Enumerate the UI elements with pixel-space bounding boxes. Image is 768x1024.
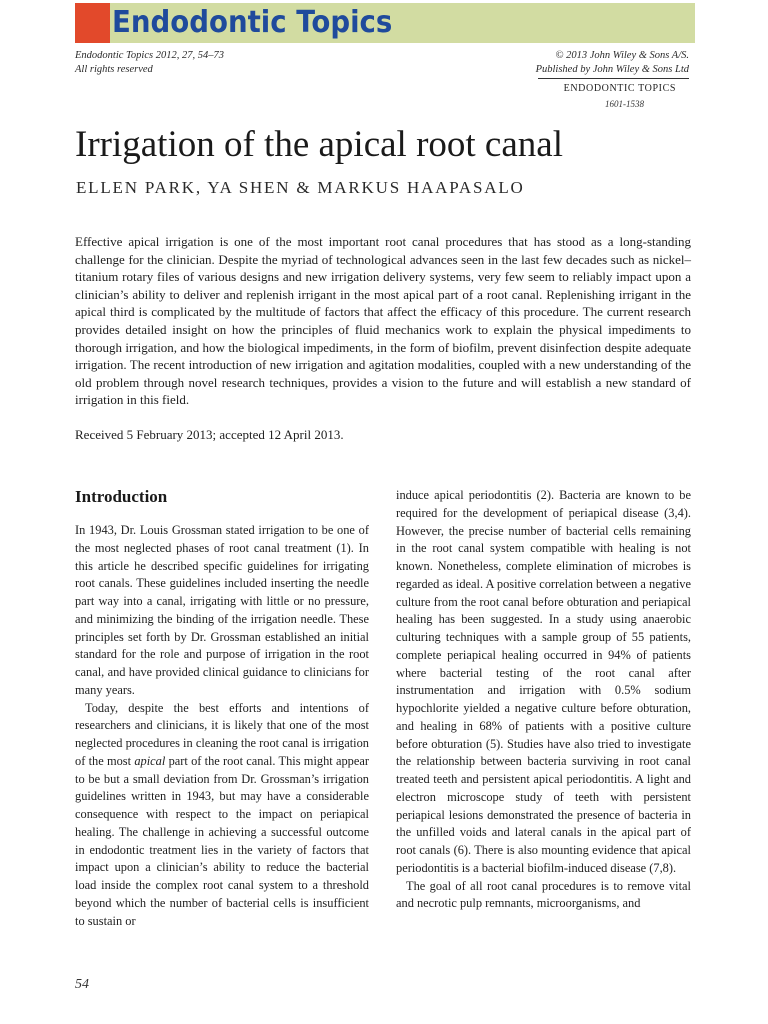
copyright-info (536, 49, 689, 77)
rights-line: All rights reserved (75, 64, 153, 75)
paragraph: The goal of all root canal procedures is to remove vital and necrotic pulp remnants, microorganisms, and (396, 878, 691, 911)
paragraph: induce apical periodontitis (2). Bacteria are known to be required for the development of periapical disease (3,4). However, the precise number of bacterial cells remaining in the root canal system compatible with healing is not known. Nonetheless, complete elimination of microbes is regarded as ideal. A positive correlation between a negative culture from the root canal before obturation and periapical healing has been suggested. In a study using anaerobic culturing techniques with a sample group of 55 patients, complete periapical healing occurred in 94% of patients where bacterial testing of the root canal after instrumentation and irrigation with 0.5% sodium hypochlorite yielded a negative culture before obturation, and healing in 68% of patients with a positive culture before obturation (5). Studies have also tried to investigate the relationship between bacteria surviving in root canal treated teeth and persistent apical periodontitis. A light and electron microscope study of teeth with persistent periapical lesions demonstrated the presence of bacteria in the unfilled voids and lateral canals in the apical part of root canals (6). There is also mounting evidence that apical periodontitis is a bacterial biofilm-induced disease (7,8). (396, 488, 691, 875)
banner-title: Endodontic Topics (112, 5, 393, 40)
paragraph-text: Today, despite the best efforts and intentions of researchers and clinicians, it is likely that one of the most neglected procedures in cleaning the root canal is irrigation of the most (75, 700, 369, 768)
article-title: Irrigation of the apical root canal (75, 124, 563, 165)
emphasis-text: apical (134, 753, 166, 768)
header-rule (538, 78, 689, 79)
page-number: 54 (75, 977, 89, 992)
publisher-line: Published by John Wiley & Sons Ltd (535, 64, 689, 75)
citation-info (75, 49, 224, 77)
paragraph-text: part of the root canal. This might appear to be but a small deviation from Dr. Grossman’s irrigation guidelines written in 1943, but may have a considerable consequence with respect to the impact on periapical healing. The challenge in achieving a successful outcome in endodontic treatment lies in the variety of factors that impact upon a clinician’s ability to reduce the bacterial load inside the complex root canal system to a threshold beyond which the number of bacterial cells is insufficient to sustain or (75, 753, 369, 928)
section-heading: Introduction (75, 487, 168, 506)
article-authors: ELLEN PARK, YA SHEN & MARKUS HAAPASALO (76, 178, 525, 197)
copyright-line: © 2013 John Wiley & Sons A/S. (555, 50, 689, 61)
citation-line: Endodontic Topics 2012, 27, 54–73 (75, 50, 224, 61)
paragraph (75, 700, 369, 931)
received-dates: Received 5 February 2013; accepted 12 April 2013. (75, 427, 344, 442)
abstract: Effective apical irrigation is one of the most important root canal procedures that has stood as a long-standing challenge for the clinician. Despite the myriad of technological advances seen in the last few decades such as nickel–titanium rotary files of various designs and new irrigation delivery systems, very few seem to reliably impact upon a clinician’s ability to deliver and replenish irrigant in the most apical part of a root canal. Replenishing irrigant in the apical third is complicated by the multitude of factors that affect the efficacy of this procedure. The current research provides detailed insight on how the principles of fluid mechanics work to explain the physical impediments to thorough irrigation, and how the biological impediments, in the form of biofilm, prevent disinfection despite adequate irrigation. The recent introduction of new irrigation and agitation modalities, coupled with a new understanding of the old problem through novel research techniques, provides a vision to the future and will establish a new standard of irrigation in this field. (75, 234, 691, 408)
banner-red-mark (75, 3, 110, 43)
journal-name: ENDODONTIC TOPICS (563, 83, 676, 94)
paragraph: In 1943, Dr. Louis Grossman stated irrigation to be one of the most neglected phases of root canal treatment (1). In this article he described specific guidelines for irrigating root canals. These guidelines included inserting the needle part way into a canal, irrigating with little or no pressure, and minimizing the binding of the irrigation needle. These principles set forth by Dr. Grossman established an initial standard for the role and purpose of irrigation in the root canal, and have provided clinical guidance to clinicians for many years. (75, 523, 369, 697)
journal-banner (75, 3, 695, 43)
issn: 1601-1538 (605, 99, 644, 109)
body-column-right (396, 487, 691, 913)
body-column-left (75, 522, 369, 930)
